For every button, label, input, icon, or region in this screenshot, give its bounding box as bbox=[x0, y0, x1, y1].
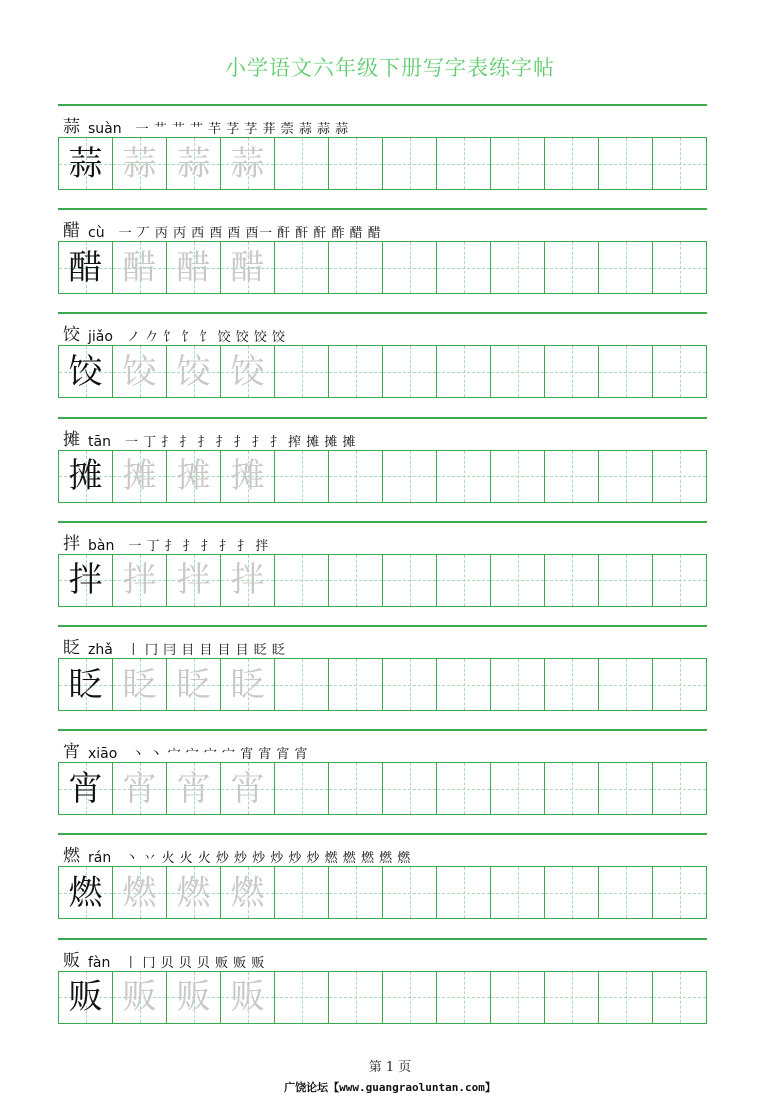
empty-practice-cell bbox=[382, 763, 436, 814]
pinyin-label: tān bbox=[88, 433, 111, 450]
trace-char-cell bbox=[220, 346, 274, 397]
empty-practice-cell bbox=[652, 659, 707, 710]
empty-practice-cell bbox=[490, 972, 544, 1023]
empty-practice-cell bbox=[274, 659, 328, 710]
trace-char: 饺 bbox=[176, 351, 211, 392]
page-title: 小学语文六年级下册写字表练字帖 bbox=[225, 56, 555, 80]
stroke-order: 一 丁 扌 扌 扌 扌 扌 扌 扌 搾 摊 摊 摊 bbox=[124, 434, 357, 450]
empty-practice-cell bbox=[274, 451, 328, 502]
empty-practice-cell bbox=[544, 659, 598, 710]
empty-practice-cell bbox=[490, 763, 544, 814]
empty-practice-cell bbox=[328, 138, 382, 189]
empty-practice-cell bbox=[598, 972, 652, 1023]
empty-practice-cell bbox=[274, 346, 328, 397]
trace-char-cell bbox=[166, 138, 220, 189]
model-char-cell bbox=[58, 346, 112, 397]
trace-char: 蒜 bbox=[122, 143, 157, 184]
empty-practice-cell bbox=[598, 242, 652, 293]
empty-practice-cell bbox=[544, 867, 598, 918]
empty-practice-cell bbox=[436, 242, 490, 293]
writing-grid bbox=[58, 137, 707, 190]
stroke-order: 一 丁 扌 扌 扌 扌 扌 拌 bbox=[128, 538, 269, 554]
trace-char-cell bbox=[166, 763, 220, 814]
model-char-cell bbox=[58, 138, 112, 189]
practice-block bbox=[58, 521, 707, 625]
char-label: 燃 bbox=[63, 846, 80, 867]
empty-practice-cell bbox=[652, 346, 707, 397]
row-divider bbox=[58, 521, 707, 523]
stroke-order: 丨 冂 贝 贝 贝 贩 贩 贩 bbox=[124, 955, 265, 971]
trace-char-cell bbox=[166, 867, 220, 918]
trace-char: 眨 bbox=[230, 664, 265, 705]
trace-char: 燃 bbox=[176, 872, 211, 913]
empty-practice-cell bbox=[274, 763, 328, 814]
trace-char: 宵 bbox=[122, 768, 157, 809]
empty-practice-cell bbox=[490, 659, 544, 710]
model-char: 饺 bbox=[68, 351, 103, 392]
trace-char: 醋 bbox=[122, 247, 157, 288]
model-char: 燃 bbox=[68, 872, 103, 913]
trace-char: 摊 bbox=[230, 456, 265, 497]
empty-practice-cell bbox=[328, 346, 382, 397]
empty-practice-cell bbox=[598, 763, 652, 814]
model-char-cell bbox=[58, 659, 112, 710]
writing-grid bbox=[58, 658, 707, 711]
pinyin-label: cù bbox=[88, 225, 105, 242]
empty-practice-cell bbox=[328, 763, 382, 814]
trace-char: 醋 bbox=[176, 247, 211, 288]
trace-char-cell bbox=[220, 763, 274, 814]
trace-char: 眨 bbox=[176, 664, 211, 705]
writing-grid bbox=[58, 345, 707, 398]
model-char: 蒜 bbox=[68, 143, 103, 184]
trace-char-cell bbox=[112, 451, 166, 502]
writing-grid bbox=[58, 971, 707, 1024]
empty-practice-cell bbox=[382, 451, 436, 502]
char-label: 摊 bbox=[63, 429, 80, 450]
empty-practice-cell bbox=[274, 555, 328, 606]
pinyin-label: suàn bbox=[88, 121, 122, 137]
stroke-order: 一 丆 丙 丙 西 酉 酉 酉一 酐 酐 酐 酢 醋 醋 bbox=[118, 226, 382, 242]
empty-practice-cell bbox=[652, 451, 707, 502]
empty-practice-cell bbox=[544, 346, 598, 397]
row-divider bbox=[58, 417, 707, 419]
trace-char-cell bbox=[220, 555, 274, 606]
empty-practice-cell bbox=[274, 972, 328, 1023]
trace-char: 燃 bbox=[122, 872, 157, 913]
trace-char: 摊 bbox=[122, 456, 157, 497]
char-label: 饺 bbox=[63, 325, 80, 346]
empty-practice-cell bbox=[652, 972, 707, 1023]
trace-char-cell bbox=[220, 242, 274, 293]
row-divider bbox=[58, 938, 707, 940]
empty-practice-cell bbox=[328, 972, 382, 1023]
row-divider bbox=[58, 833, 707, 835]
trace-char-cell bbox=[112, 138, 166, 189]
trace-char-cell bbox=[112, 867, 166, 918]
trace-char-cell bbox=[166, 242, 220, 293]
empty-practice-cell bbox=[490, 451, 544, 502]
empty-practice-cell bbox=[490, 138, 544, 189]
empty-practice-cell bbox=[382, 242, 436, 293]
trace-char-cell bbox=[112, 972, 166, 1023]
row-divider bbox=[58, 104, 707, 106]
empty-practice-cell bbox=[328, 659, 382, 710]
empty-practice-cell bbox=[436, 763, 490, 814]
char-info bbox=[63, 530, 269, 554]
model-char: 眨 bbox=[68, 664, 103, 705]
writing-grid bbox=[58, 450, 707, 503]
model-char-cell bbox=[58, 763, 112, 814]
empty-practice-cell bbox=[544, 972, 598, 1023]
trace-char-cell bbox=[166, 346, 220, 397]
char-info bbox=[63, 113, 349, 137]
model-char-cell bbox=[58, 555, 112, 606]
stroke-order: 丶 丷 火 火 火 炒 炒 炒 炒 炒 炒 燃 燃 燃 燃 燃 bbox=[125, 851, 411, 867]
row-divider bbox=[58, 208, 707, 210]
empty-practice-cell bbox=[436, 451, 490, 502]
empty-practice-cell bbox=[436, 659, 490, 710]
empty-practice-cell bbox=[328, 242, 382, 293]
empty-practice-cell bbox=[490, 555, 544, 606]
empty-practice-cell bbox=[382, 138, 436, 189]
trace-char-cell bbox=[220, 659, 274, 710]
model-char-cell bbox=[58, 451, 112, 502]
practice-block bbox=[58, 938, 707, 1042]
trace-char: 眨 bbox=[122, 664, 157, 705]
trace-char-cell bbox=[112, 555, 166, 606]
empty-practice-cell bbox=[382, 555, 436, 606]
trace-char-cell bbox=[220, 867, 274, 918]
practice-block bbox=[58, 729, 707, 833]
char-label: 贩 bbox=[63, 950, 80, 971]
pinyin-label: zhǎ bbox=[88, 642, 113, 658]
trace-char-cell bbox=[166, 972, 220, 1023]
empty-practice-cell bbox=[652, 763, 707, 814]
empty-practice-cell bbox=[490, 346, 544, 397]
trace-char-cell bbox=[112, 346, 166, 397]
trace-char: 饺 bbox=[230, 351, 265, 392]
pinyin-label: jiǎo bbox=[88, 329, 113, 346]
trace-char-cell bbox=[166, 555, 220, 606]
trace-char: 贩 bbox=[122, 977, 157, 1018]
trace-char: 燃 bbox=[230, 872, 265, 913]
empty-practice-cell bbox=[544, 555, 598, 606]
trace-char-cell bbox=[166, 451, 220, 502]
empty-practice-cell bbox=[382, 867, 436, 918]
char-label: 蒜 bbox=[63, 117, 80, 137]
page-number: 第 1 页 bbox=[368, 1060, 412, 1075]
trace-char: 摊 bbox=[176, 456, 211, 497]
empty-practice-cell bbox=[598, 659, 652, 710]
char-info bbox=[63, 842, 411, 866]
practice-block bbox=[58, 104, 707, 208]
char-info bbox=[63, 426, 356, 450]
practice-block bbox=[58, 208, 707, 312]
trace-char: 贩 bbox=[230, 977, 265, 1018]
empty-practice-cell bbox=[490, 867, 544, 918]
char-info bbox=[63, 947, 265, 971]
char-label: 拌 bbox=[63, 533, 80, 554]
trace-char: 蒜 bbox=[230, 143, 265, 184]
empty-practice-cell bbox=[436, 346, 490, 397]
empty-practice-cell bbox=[652, 138, 707, 189]
pinyin-label: rán bbox=[88, 850, 112, 867]
empty-practice-cell bbox=[436, 138, 490, 189]
model-char: 摊 bbox=[68, 456, 103, 497]
trace-char: 宵 bbox=[176, 768, 211, 809]
stroke-order: 丨 冂 冃 目 目 目 目 眨 眨 bbox=[126, 643, 286, 658]
empty-practice-cell bbox=[436, 867, 490, 918]
practice-block bbox=[58, 625, 707, 729]
empty-practice-cell bbox=[544, 242, 598, 293]
practice-block bbox=[58, 312, 707, 416]
writing-grid bbox=[58, 554, 707, 607]
writing-grid bbox=[58, 762, 707, 815]
trace-char-cell bbox=[112, 763, 166, 814]
empty-practice-cell bbox=[598, 867, 652, 918]
trace-char: 拌 bbox=[230, 560, 265, 601]
stroke-order: ノ 𠂊 饣 饣 饣 饺 饺 饺 饺 bbox=[126, 330, 286, 346]
practice-block bbox=[58, 833, 707, 937]
pinyin-label: fàn bbox=[88, 954, 111, 971]
empty-practice-cell bbox=[328, 555, 382, 606]
empty-practice-cell bbox=[274, 138, 328, 189]
row-divider bbox=[58, 729, 707, 731]
empty-practice-cell bbox=[382, 972, 436, 1023]
empty-practice-cell bbox=[544, 763, 598, 814]
model-char-cell bbox=[58, 867, 112, 918]
trace-char: 拌 bbox=[176, 560, 211, 601]
empty-practice-cell bbox=[436, 555, 490, 606]
trace-char: 醋 bbox=[230, 247, 265, 288]
empty-practice-cell bbox=[598, 555, 652, 606]
empty-practice-cell bbox=[436, 972, 490, 1023]
empty-practice-cell bbox=[598, 138, 652, 189]
empty-practice-cell bbox=[274, 242, 328, 293]
trace-char: 拌 bbox=[122, 560, 157, 601]
empty-practice-cell bbox=[598, 346, 652, 397]
empty-practice-cell bbox=[328, 867, 382, 918]
stroke-order: 一 ⺾ ⺾ 艹 芉 芓 芓 荓 萗 蒜 蒜 蒜 bbox=[135, 122, 349, 137]
model-char: 贩 bbox=[68, 977, 103, 1018]
empty-practice-cell bbox=[652, 242, 707, 293]
row-divider bbox=[58, 625, 707, 627]
pinyin-label: xiāo bbox=[88, 746, 118, 763]
trace-char-cell bbox=[220, 451, 274, 502]
model-char: 拌 bbox=[68, 560, 103, 601]
model-char: 宵 bbox=[68, 768, 103, 809]
model-char-cell bbox=[58, 242, 112, 293]
empty-practice-cell bbox=[598, 451, 652, 502]
model-char: 醋 bbox=[68, 247, 103, 288]
char-info bbox=[63, 634, 285, 658]
pinyin-label: bàn bbox=[88, 537, 115, 554]
model-char-cell bbox=[58, 972, 112, 1023]
trace-char-cell bbox=[112, 242, 166, 293]
empty-practice-cell bbox=[328, 451, 382, 502]
char-info bbox=[63, 321, 286, 345]
empty-practice-cell bbox=[652, 555, 707, 606]
row-divider bbox=[58, 312, 707, 314]
trace-char-cell bbox=[220, 972, 274, 1023]
site-footer: 广饶论坛【www.guangraoluntan.com】 bbox=[284, 1081, 496, 1094]
empty-practice-cell bbox=[544, 451, 598, 502]
trace-char-cell bbox=[112, 659, 166, 710]
empty-practice-cell bbox=[382, 346, 436, 397]
writing-grid bbox=[58, 866, 707, 919]
empty-practice-cell bbox=[274, 867, 328, 918]
trace-char-cell bbox=[166, 659, 220, 710]
char-info bbox=[63, 738, 308, 762]
empty-practice-cell bbox=[490, 242, 544, 293]
char-info bbox=[63, 217, 381, 241]
empty-practice-cell bbox=[544, 138, 598, 189]
trace-char: 蒜 bbox=[176, 143, 211, 184]
char-label: 宵 bbox=[63, 742, 80, 763]
writing-grid bbox=[58, 241, 707, 294]
empty-practice-cell bbox=[382, 659, 436, 710]
practice-block bbox=[58, 417, 707, 521]
trace-char: 饺 bbox=[122, 351, 157, 392]
trace-char: 宵 bbox=[230, 768, 265, 809]
char-label: 眨 bbox=[63, 638, 80, 658]
trace-char: 贩 bbox=[176, 977, 211, 1018]
stroke-order: 丶 丶 宀 宀 宀 宀 宵 宵 宵 宵 bbox=[131, 747, 309, 763]
char-label: 醋 bbox=[63, 221, 80, 242]
trace-char-cell bbox=[220, 138, 274, 189]
empty-practice-cell bbox=[652, 867, 707, 918]
